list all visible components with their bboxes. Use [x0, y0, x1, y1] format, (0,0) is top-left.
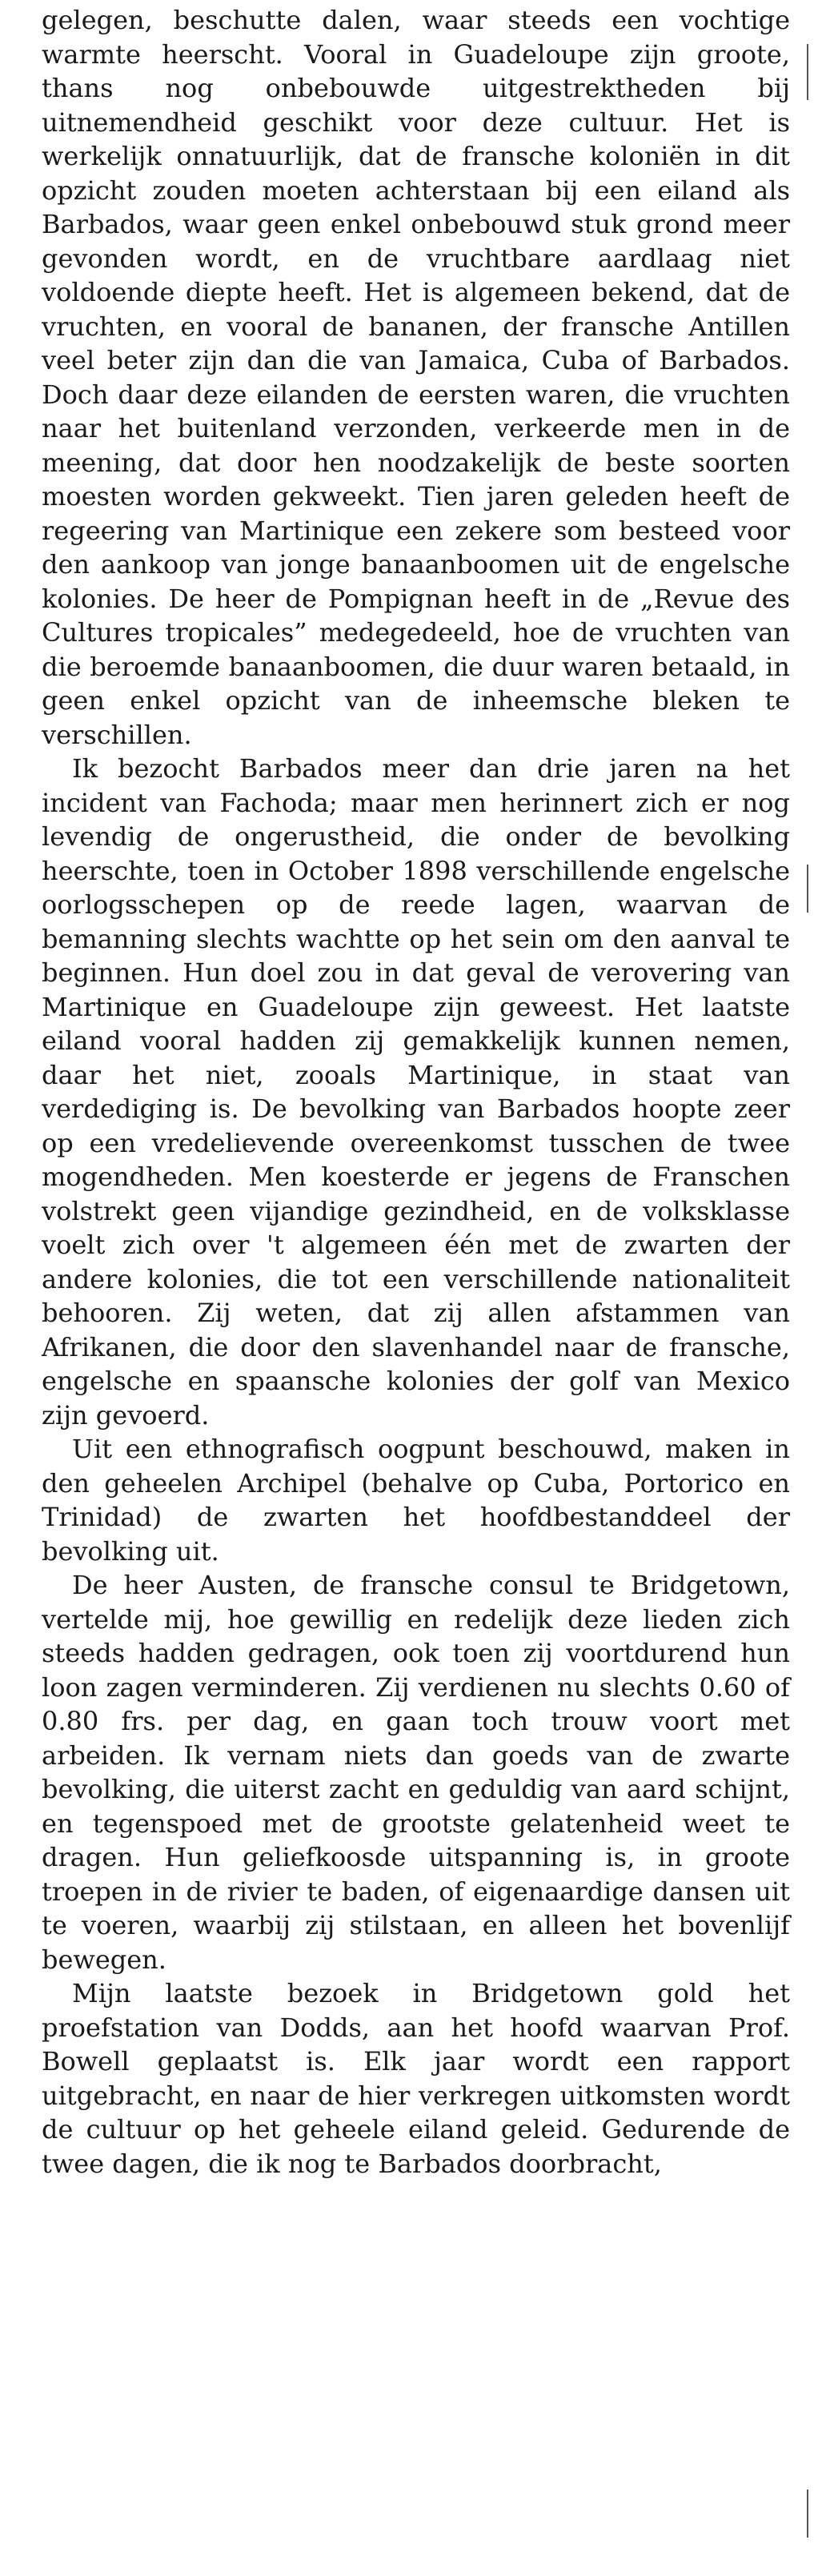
paragraph-1: gelegen, beschutte dalen, waar steeds een vochtige warmte heerscht. Vooral in Guadeloupe zijn groote, thans nog onbebouwde uitgestrektheden bij uitnemendheid geschikt voor deze cultuur. Het is werkelijk onnatuurlijk, dat de fransche koloniën in dit opzicht zouden moeten achterstaan bij een eiland als Barbados, waar geen enkel onbebouwd stuk grond meer gevonden wordt, en de vruchtbare aardlaag niet voldoende diepte heeft. Het is algemeen bekend, dat de vruchten, en vooral de bananen, der fransche Antillen veel beter zijn dan die van Jamaica, Cuba of Barbados. Doch daar deze eilanden de eersten waren, die vruchten naar het buitenland verzonden, verkeerde men in de meening, dat door hen noodzakelijk de beste soorten moesten worden gekweekt. Tien jaren geleden heeft de regeering van Martinique een zekere som besteed voor den aankoop van jonge banaanboomen uit de engelsche kolonies. De heer de Pompignan heeft in de „Revue des Cultures tropicales” medegedeeld, hoe de vruchten van die beroemde banaanboomen, die duur waren betaald, in geen enkel opzicht van de inheemsche bleken te verschillen. [42, 5, 790, 750]
margin-rule [807, 2490, 808, 2538]
paragraph-2: Ik bezocht Barbados meer dan drie jaren na het incident van Fachoda; maar men herinnert zich er nog levendig de ongerustheid, die onder de bevolking heerschte, toen in October 1898 verschillende engelsche oorlogsschepen op de reede lagen, waarvan de bemanning slechts wachtte op het sein om den aanval te beginnen. Hun doel zou in dat geval de verovering van Martinique en Guadeloupe zijn geweest. Het laatste eiland vooral hadden zij gemakkelijk kunnen nemen, daar het niet, zooals Martinique, in staat van verdediging is. De bevolking van Barbados hoopte zeer op een vredelievende overeenkomst tusschen de twee mogendheden. Men koesterde er jegens de Franschen volstrekt geen vijandige gezindheid, en de volksklasse voelt zich over 't algemeen één met de zwarten der andere kolonies, die tot een verschillende nationaliteit behooren. Zij weten, dat zij allen afstammen van Afrikanen, die door den slavenhandel naar de fransche, engelsche en spaansche kolonies der golf van Mexico zijn gevoerd. [42, 753, 790, 1430]
paragraph-3: Uit een ethnografisch oogpunt beschouwd, maken in den geheelen Archipel (behalve op Cuba, Portorico en Trinidad) de zwarten het hoofdbestanddeel der bevolking uit. [42, 1434, 790, 1567]
page-text [42, 3, 790, 2181]
paragraph-4: De heer Austen, de fransche consul te Bridgetown, vertelde mij, hoe gewillig en redelijk deze lieden zich steeds hadden gedragen, ook toen zij voortdurend hun loon zagen verminderen. Zij verdienen nu slechts 0.60 of 0.80 frs. per dag, en gaan toch trouw voort met arbeiden. Ik vernam niets dan goeds van de zwarte bevolking, die uiterst zacht en geduldig van aard schijnt, en tegenspoed met de grootste gelatenheid weet te dragen. Hun geliefkoosde uitspanning is, in groote troepen in de rivier te baden, of eigenaardige dansen uit te voeren, waarbij zij stilstaan, en alleen het bovenlijf bewegen. [42, 1570, 790, 1975]
paragraph-5: Mijn laatste bezoek in Bridgetown gold het proefstation van Dodds, aan het hoofd waarvan Prof. Bowell geplaatst is. Elk jaar wordt een rapport uitgebracht, en naar de hier verkregen uitkomsten wordt de cultuur op het geheele eiland geleid. Gedurende de twee dagen, die ik nog te Barbados doorbracht, [42, 1978, 790, 2179]
margin-rule [807, 865, 808, 913]
margin-rule [807, 44, 808, 100]
